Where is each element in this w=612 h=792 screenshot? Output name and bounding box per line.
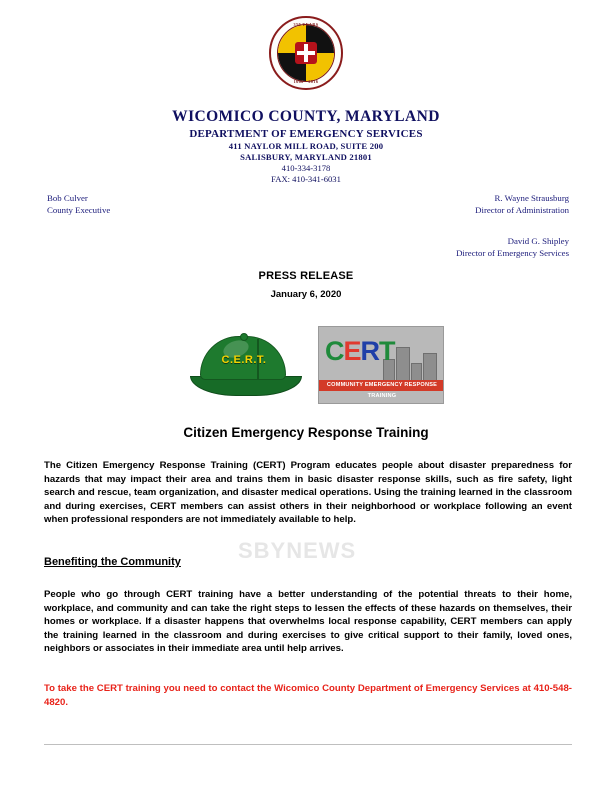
organization-name: WICOMICO COUNTY, MARYLAND <box>172 108 440 125</box>
cap-letters: C.E.R.T. <box>221 354 267 366</box>
watermark: SBYNEWS <box>238 538 357 563</box>
letterhead <box>0 108 612 184</box>
fax-number: FAX: 410-341-6031 <box>271 174 341 184</box>
seal-container <box>0 16 612 90</box>
cert-letter-c: C <box>325 336 344 366</box>
cap-button <box>240 333 248 341</box>
seal-bottom-text: 1666 - 2016 <box>293 79 319 84</box>
cert-letter-t: T <box>379 336 395 366</box>
images-row <box>0 318 612 408</box>
official-title: Director of Emergency Services <box>456 248 569 258</box>
official-director-administration <box>475 192 569 216</box>
official-county-executive <box>47 192 110 216</box>
cert-logo-tagline: COMMUNITY EMERGENCY RESPONSE TRAINING <box>319 380 444 391</box>
cert-wordmark <box>325 337 395 365</box>
cert-letter-e: E <box>343 336 361 366</box>
seal-top-text: 350 YEARS <box>293 22 319 27</box>
footer-divider <box>44 744 572 745</box>
official-title: Director of Administration <box>475 205 569 215</box>
cert-letter-r: R <box>360 336 380 366</box>
address-line-1: 411 NAYLOR MILL ROAD, SUITE 200 <box>228 141 384 151</box>
document-heading: Citizen Emergency Response Training <box>183 425 429 440</box>
section-heading-benefiting-the-community: Benefiting the Community <box>44 556 181 568</box>
press-release-label: PRESS RELEASE <box>258 270 354 282</box>
officials-block <box>0 192 612 262</box>
department-name: DEPARTMENT OF EMERGENCY SERVICES <box>189 128 423 140</box>
official-director-emergency-services <box>456 235 569 259</box>
official-name: David G. Shipley <box>507 236 569 246</box>
wicomico-county-seal-icon <box>269 16 343 90</box>
seal-cross-icon <box>295 42 317 64</box>
cert-ball-cap-photo <box>186 336 306 398</box>
official-name: Bob Culver <box>47 193 88 203</box>
official-name: R. Wayne Strausburg <box>494 193 569 203</box>
press-release-date: January 6, 2020 <box>270 289 342 300</box>
cert-logo-graphic <box>318 326 444 404</box>
paragraph-overview: The Citizen Emergency Response Training (CERT) Program educates people about disaster preparedness for hazards that may impact their area and trains them in basic disaster response skills, such as fire safety, light search and rescue, team organization, and disaster medical operations. Using the training learned in the classroom and during exercises, CERT members can assist others in their neighborhood or workplace following an event when professional responders are not immediately available to help. <box>44 460 572 526</box>
paragraph-call-to-action: To take the CERT training you need to contact the Wicomico County Department of Emergency Services at 410-548-4820. <box>44 683 572 708</box>
address-line-2: SALISBURY, MARYLAND 21801 <box>240 152 372 162</box>
phone-number: 410-334-3178 <box>281 163 331 173</box>
seal-inner <box>277 24 335 82</box>
paragraph-benefits: People who go through CERT training have a better understanding of the potential threats to their home, workplace, and community and can take the right steps to lessen the effects of these hazards on themselves, their homes or workplace. If a disaster happens that overwhelms local response capability, CERT members can apply the training learned in the classroom and during exercises to give critical support to their family, loved ones, neighbors or associates in their immediate area until help arrives. <box>44 589 572 655</box>
official-title: County Executive <box>47 205 111 215</box>
